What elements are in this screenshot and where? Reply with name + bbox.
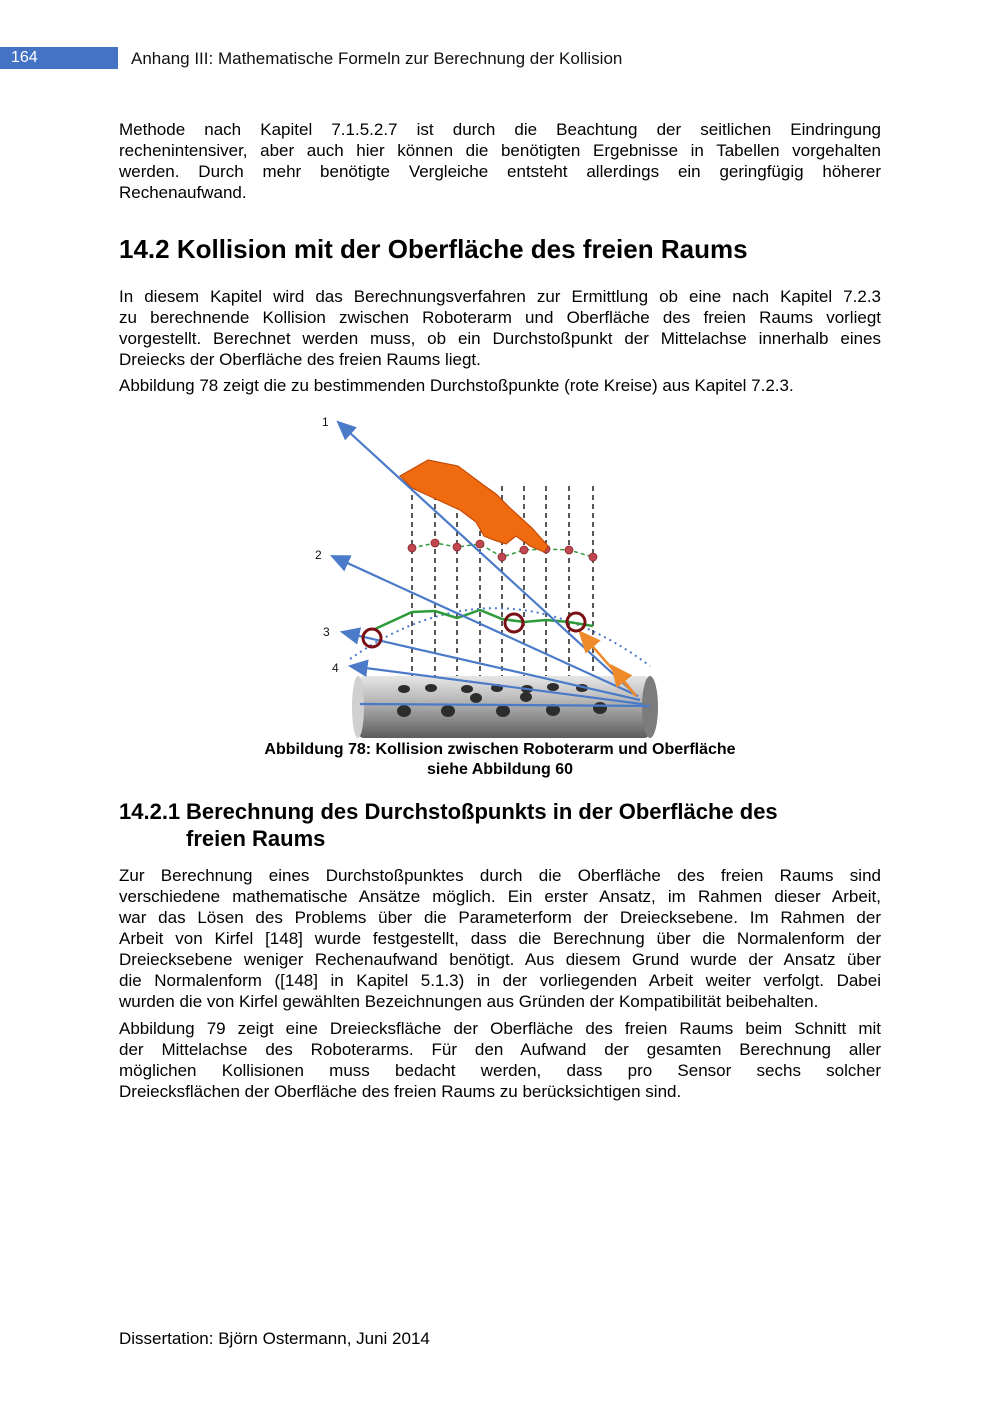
- text-line: Dreiecks der Oberfläche des freien Raums liegt.: [119, 350, 481, 369]
- caption-line: Abbildung 78: Kollision zwischen Roboterarm und Oberfläche: [264, 741, 736, 758]
- text-line: zu berechnende Kollision zwischen Roboterarm und Oberfläche des freien Raums vorliegt: [119, 308, 881, 327]
- caption-line: siehe Abbildung 60: [426, 761, 574, 778]
- subsection-number: 14.2.1: [119, 799, 181, 824]
- figure-caption: [200, 740, 800, 780]
- text-line: Methode nach Kapitel 7.1.5.2.7 ist durch die Beachtung der seitlichen Eindringung: [119, 120, 881, 139]
- text-line: verschiedene mathematische Ansätze möglich. Ein erster Ansatz, im Rahmen dieser Arbeit,: [119, 887, 881, 906]
- figure-collision: [300, 404, 700, 744]
- section-heading: 14.2 Kollision mit der Oberfläche des freien Raums: [119, 234, 748, 264]
- text-line: der Mittelachse des Roboterarms. Für den Aufwand der gesamten Berechnung aller: [119, 1040, 881, 1059]
- text-line: werden. Durch mehr benötigte Vergleiche entsteht allerdings ein geringfügig höherer: [119, 162, 881, 181]
- figure-label: 2: [315, 548, 322, 562]
- text-line: wurden die von Kirfel gewählten Bezeichnungen aus Gründen der Kompatibilität beibehalten.: [119, 992, 819, 1011]
- text-line: Dreiecksebene weniger Rechenaufwand benötigt. Aus diesem Grund wurde der Ansatz über: [119, 950, 881, 969]
- text-line: war das Lösen des Problems über die Parameterform der Dreiecksebene. Im Rahmen der: [119, 908, 881, 927]
- blue-arrows: [332, 422, 650, 706]
- section-paragraph-2: Abbildung 78 zeigt die zu bestimmenden Durchstoßpunkte (rote Kreise) aus Kapitel 7.2.3.: [119, 376, 794, 395]
- text-line: Zur Berechnung eines Durchstoßpunktes durch die Oberfläche des freien Raums sind: [119, 866, 881, 885]
- subsection-heading: [119, 798, 879, 852]
- running-header: Anhang III: Mathematische Formeln zur Berechnung der Kollision: [131, 49, 623, 68]
- figure-label: 1: [322, 415, 329, 429]
- subsection-title-line: Berechnung des Durchstoßpunkts in der Oberfläche des: [186, 799, 778, 824]
- page-footer: Dissertation: Björn Ostermann, Juni 2014: [119, 1329, 430, 1348]
- text-line: Dreiecksflächen der Oberfläche des freien Raums zu berücksichtigen sind.: [119, 1082, 682, 1101]
- figure-illustration: [300, 404, 700, 744]
- subsection-title-line: freien Raums: [186, 826, 326, 851]
- text-line: rechenintensiver, aber auch hier können die benötigten Ergebnisse in Tabellen vorgehalten: [119, 141, 881, 160]
- text-line: In diesem Kapitel wird das Berechnungsverfahren zur Ermittlung ob eine nach Kapitel 7.2.3: [119, 287, 881, 306]
- text-line: möglichen Kollisionen muss bedacht werden, dass pro Sensor sechs solcher: [119, 1061, 881, 1080]
- hand-pointer-icon: [400, 460, 548, 552]
- page-number: 164: [0, 47, 118, 69]
- text-line: Abbildung 79 zeigt eine Dreiecksfläche der Oberfläche des freien Raums beim Schnitt mit: [119, 1019, 881, 1038]
- text-line: vorgestellt. Berechnet werden muss, ob ein Durchstoßpunkt der Mittelachse innerhalb eines: [119, 329, 881, 348]
- text-line: Arbeit von Kirfel [148] wurde festgestellt, dass die Berechnung über die Normalenform der: [119, 929, 881, 948]
- text-line: die Normalenform ([148] in Kapitel 5.1.3) in der vorliegenden Arbeit weiter verfolgt. Dabei: [119, 971, 881, 990]
- text-line: Rechenaufwand.: [119, 183, 247, 202]
- figure-label: 3: [323, 625, 330, 639]
- figure-label: 4: [332, 661, 339, 675]
